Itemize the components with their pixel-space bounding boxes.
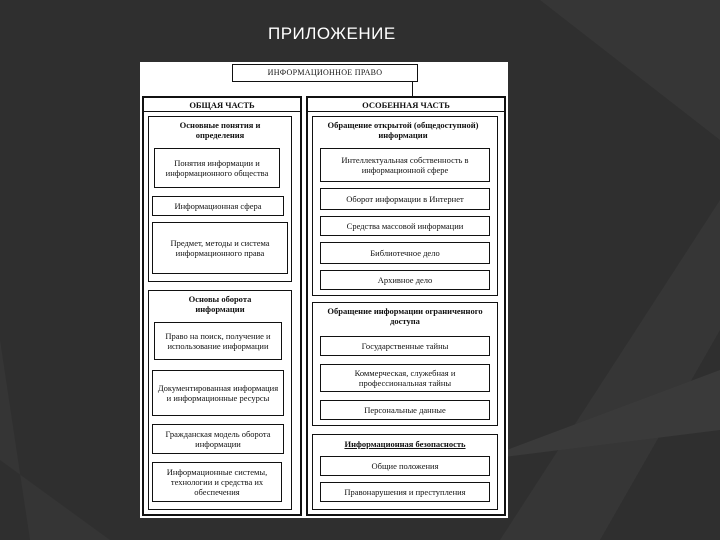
special-section3-title: Информационная безопасность [322, 436, 488, 452]
general-section1-title: Основные понятия и определения [170, 118, 270, 142]
general-section1-item: Информационная сфера [152, 196, 284, 216]
special-section2-item: Коммерческая, служебная и профессиональная тайны [320, 364, 490, 392]
special-section1-item: Интеллектуальная собственность в информационной сфере [320, 148, 490, 182]
special-section1-item: Архивное дело [320, 270, 490, 290]
special-section3-item: Общие положения [320, 456, 490, 476]
general-section1-item: Понятия информации и информационного общества [154, 148, 280, 188]
special-section1-title: Обращение открытой (общедоступной) информации [318, 118, 488, 142]
special-section2-item: Государственные тайны [320, 336, 490, 356]
general-section2-item: Информационные системы, технологии и средства их обеспечения [152, 462, 282, 502]
special-section1-item: Оборот информации в Интернет [320, 188, 490, 210]
general-header: ОБЩАЯ ЧАСТЬ [144, 98, 300, 112]
general-section2-item: Право на поиск, получение и использование информации [154, 322, 282, 360]
general-section2-item: Документированная информация и информационные ресурсы [152, 370, 284, 416]
general-section1-item: Предмет, методы и система информационного права [152, 222, 288, 274]
special-section3-item: Правонарушения и преступления [320, 482, 490, 502]
special-section1-item: Средства массовой информации [320, 216, 490, 236]
special-section2-item: Персональные данные [320, 400, 490, 420]
general-section2-item: Гражданская модель оборота информации [152, 424, 284, 454]
special-section1-item: Библиотечное дело [320, 242, 490, 264]
root-connector [412, 82, 413, 96]
diagram-sheet [140, 62, 508, 518]
special-header: ОСОБЕННАЯ ЧАСТЬ [308, 98, 504, 112]
root-box: ИНФОРМАЦИОННОЕ ПРАВО [232, 64, 418, 82]
special-section2-title: Обращение информации ограниченного доступа [322, 304, 488, 328]
slide-title: ПРИЛОЖЕНИЕ [268, 24, 396, 43]
general-section2-title: Основы оборота информации [170, 292, 270, 316]
